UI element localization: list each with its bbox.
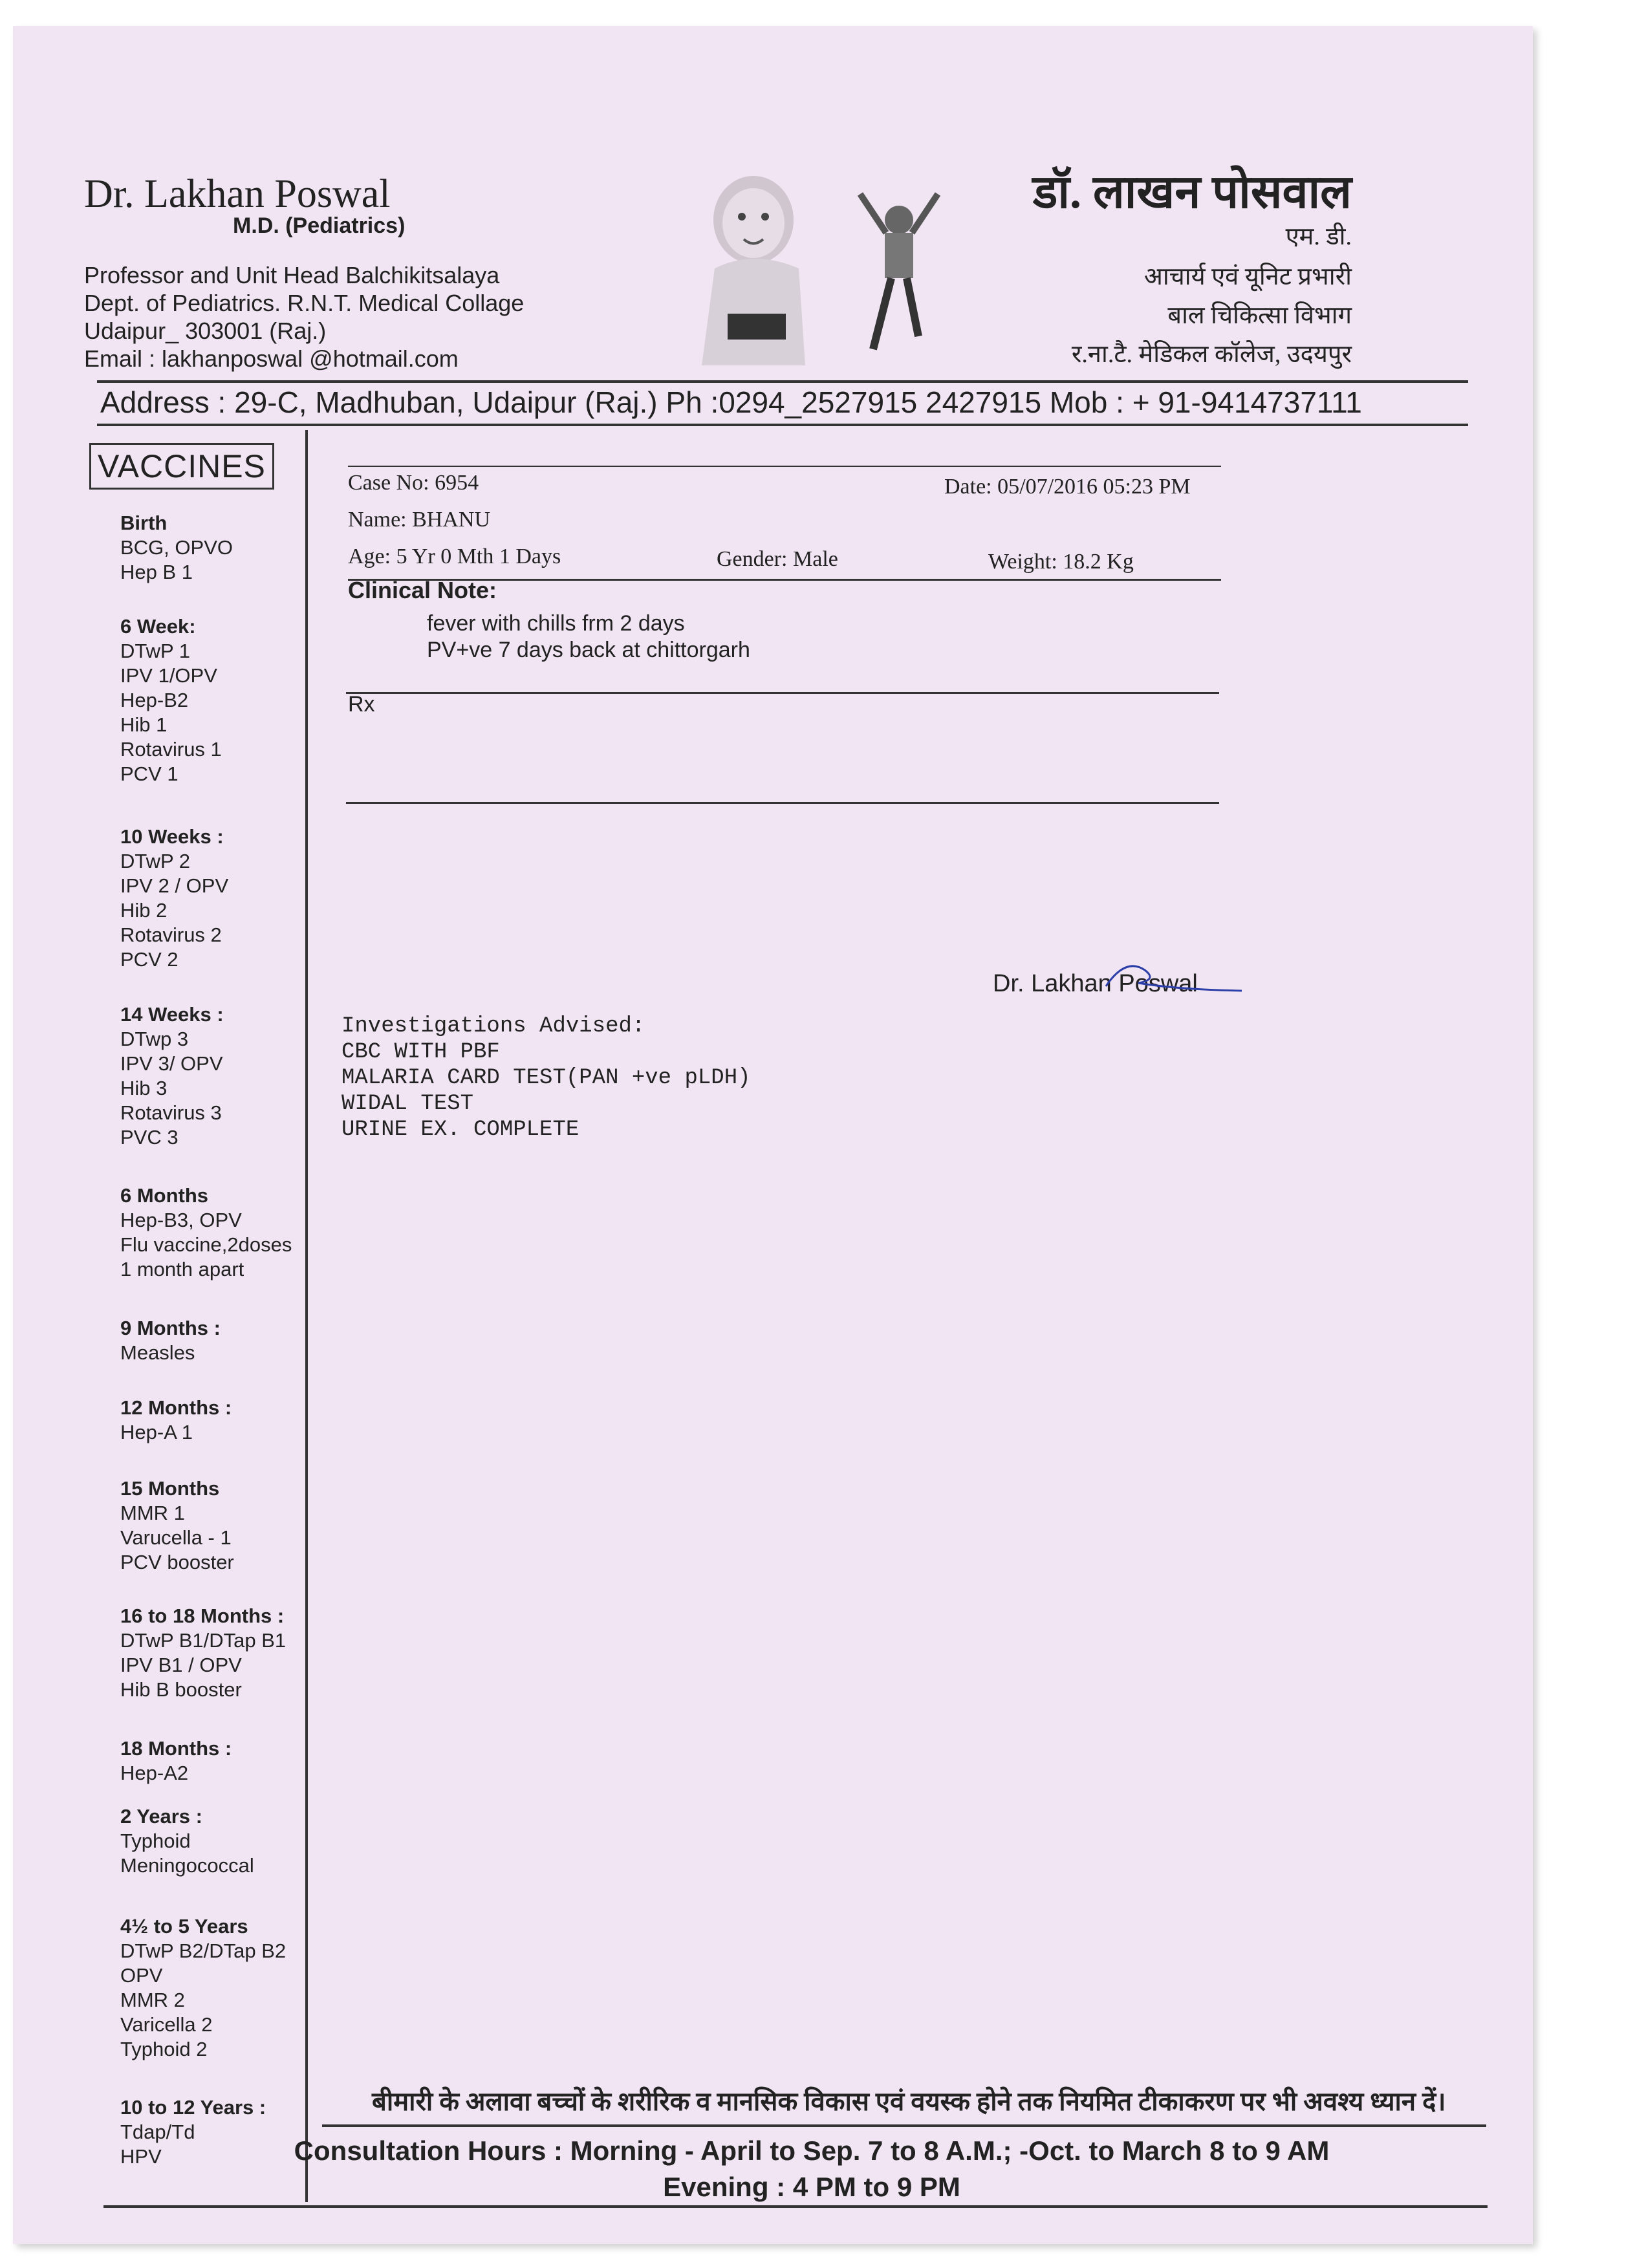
college-hi: र.ना.टै. मेडिकल कॉलेज, उदयपुर: [1071, 341, 1352, 368]
vaccine-item: PCV booster: [120, 1551, 234, 1573]
clinical-note-heading: Clinical Note:: [348, 577, 497, 603]
vaccine-item: Varucella - 1: [120, 1526, 232, 1549]
vaccine-group: [120, 1736, 232, 1786]
vaccine-item: PVC 3: [120, 1126, 179, 1149]
header-rule-top: [97, 380, 1468, 383]
vaccine-group: [120, 1316, 221, 1365]
vaccine-item: Rotavirus 1: [120, 738, 222, 761]
designation-hi: आचार्य एवं यूनिट प्रभारी: [1143, 263, 1352, 290]
vaccine-group-title: 16 to 18 Months :: [120, 1604, 285, 1627]
vaccine-item: Typhoid 2: [120, 2038, 208, 2060]
vaccine-item: IPV 3/ OPV: [120, 1052, 223, 1075]
vaccine-item: HPV: [120, 2145, 162, 2168]
vaccine-item: BCG, OPVO: [120, 536, 233, 559]
sidebar-divider: [305, 430, 308, 2202]
note-rule: [346, 692, 1219, 694]
vaccine-group-title: 10 Weeks :: [120, 825, 224, 848]
city-en: Udaipur_ 303001 (Raj.): [84, 318, 327, 344]
footer-rule-top: [322, 2124, 1486, 2127]
consultation-hours: Consultation Hours : Morning - April to Sep. 7 to 8 A.M.; -Oct. to March 8 to 9 AM: [294, 2135, 1330, 2166]
vaccine-item: DTwP 2: [120, 850, 190, 872]
patient-weight: Weight: 18.2 Kg: [988, 550, 1134, 574]
email-en: Email : lakhanposwal @hotmail.com: [84, 345, 459, 372]
vaccine-item: Hib 2: [120, 899, 168, 922]
vaccine-item: PCV 2: [120, 948, 179, 971]
doctor-name-en: Dr. Lakhan Poswal: [84, 172, 391, 216]
visit-date: Date: 05/07/2016 05:23 PM: [944, 475, 1191, 499]
patient-age: Age: 5 Yr 0 Mth 1 Days: [348, 545, 561, 568]
vaccine-group-title: 4½ to 5 Years: [120, 1915, 248, 1938]
prescription-sheet: [13, 26, 1533, 2244]
clinical-note-line: PV+ve 7 days back at chittorgarh: [427, 638, 750, 662]
case-number: Case No: 6954: [348, 471, 479, 495]
vaccine-item: PCV 1: [120, 762, 179, 785]
vaccine-item: Hib 1: [120, 713, 168, 736]
investigation-item: WIDAL TEST: [341, 1092, 474, 1116]
vaccine-group: [120, 825, 228, 972]
clinical-note-line: fever with chills frm 2 days: [427, 611, 685, 636]
vaccine-group: [120, 1914, 286, 2062]
vaccine-group: [120, 511, 233, 585]
vaccine-item: Rotavirus 3: [120, 1101, 222, 1124]
vaccine-item: Hep-A2: [120, 1762, 189, 1784]
vaccine-item: Tdap/Td: [120, 2121, 195, 2143]
vaccine-item: DTwP B1/DTap B1: [120, 1629, 287, 1652]
vaccine-group-title: 9 Months :: [120, 1317, 221, 1339]
vaccine-item: DTwP 1: [120, 640, 190, 662]
evening-hours: Evening : 4 PM to 9 PM: [663, 2172, 960, 2202]
vaccines-title: VACCINES: [89, 443, 274, 490]
designation-en: Professor and Unit Head Balchikitsalaya: [84, 262, 500, 288]
investigations-heading: Investigations Advised:: [341, 1014, 645, 1039]
vaccine-item: DTwp 3: [120, 1028, 189, 1050]
vaccine-group-title: 15 Months: [120, 1477, 220, 1500]
vaccine-item: Hep B 1: [120, 561, 193, 583]
patient-gender: Gender: Male: [717, 547, 838, 571]
vaccine-item: Rotavirus 2: [120, 923, 222, 946]
vaccine-group-title: 6 Months: [120, 1184, 209, 1207]
vaccine-item: Typhoid: [120, 1830, 191, 1852]
vaccine-group: [120, 1476, 234, 1575]
vaccine-item: IPV B1 / OPV: [120, 1654, 242, 1676]
vaccine-group-title: Birth: [120, 512, 168, 534]
investigation-item: URINE EX. COMPLETE: [341, 1118, 579, 1142]
vaccine-item: Hep-B3, OPV: [120, 1209, 242, 1231]
address-line: Address : 29-C, Madhuban, Udaipur (Raj.) Ph :0294_2527915 2427915 Mob : + 91-9414737111: [100, 385, 1362, 419]
crawling-baby-photo: [689, 171, 818, 385]
vaccine-item: Varicella 2: [120, 2013, 213, 2036]
rx-label: Rx: [348, 692, 375, 717]
vaccine-item: Meningococcal: [120, 1854, 254, 1877]
jumping-child-photo: [847, 181, 951, 369]
degree-en: M.D. (Pediatrics): [233, 213, 406, 238]
vaccine-group-title: 12 Months :: [120, 1396, 232, 1419]
doctor-name-hi: डॉ. लाखन पोसवाल: [1032, 166, 1352, 218]
vaccine-group-title: 6 Week:: [120, 615, 196, 638]
vaccine-item: DTwP B2/DTap B2: [120, 1939, 287, 1962]
degree-hi: एम. डी.: [1285, 223, 1352, 250]
vaccine-item: Hib 3: [120, 1077, 168, 1099]
patient-name: Name: BHANU: [348, 508, 491, 532]
vaccine-group: [120, 1604, 286, 1702]
vaccine-item: MMR 2: [120, 1989, 185, 2011]
vaccine-item: IPV 2 / OPV: [120, 874, 229, 897]
vaccine-item: IPV 1/OPV: [120, 664, 217, 687]
investigation-item: CBC WITH PBF: [341, 1040, 500, 1064]
rx-rule: [346, 802, 1219, 804]
vaccine-group: [120, 1804, 254, 1878]
vaccine-item: Hep-A 1: [120, 1421, 193, 1443]
department-hi: बाल चिकित्सा विभाग: [1167, 302, 1352, 329]
case-rule-top: [348, 466, 1221, 467]
vaccine-item: MMR 1: [120, 1502, 185, 1524]
vaccine-group: [120, 614, 222, 786]
vaccine-item: 1 month apart: [120, 1258, 244, 1280]
vaccine-item: Hib B booster: [120, 1678, 242, 1701]
vaccine-group: [120, 1002, 224, 1150]
vaccine-item: Hep-B2: [120, 689, 189, 711]
vaccine-group-title: 10 to 12 Years :: [120, 2096, 266, 2119]
department-en: Dept. of Pediatrics. R.N.T. Medical Collage: [84, 290, 525, 316]
footer-rule-bottom: [103, 2205, 1488, 2208]
vaccine-group: [120, 1183, 292, 1282]
vaccine-item: OPV: [120, 1964, 163, 1987]
signature-scribble: [1099, 951, 1248, 1002]
footer-hindi-note: बीमारी के अलावा बच्चों के शरीरिक व मानसिक विकास एवं वयस्क होने तक नियमित टीकाकरण पर भी अवश्य ध्यान दें।: [372, 2087, 1446, 2116]
header-rule-bottom: [97, 424, 1468, 426]
vaccine-group-title: 2 Years :: [120, 1805, 202, 1828]
vaccine-group-title: 18 Months :: [120, 1737, 232, 1760]
investigation-item: MALARIA CARD TEST(PAN +ve pLDH): [341, 1066, 751, 1090]
vaccine-group-title: 14 Weeks :: [120, 1003, 224, 1026]
vaccine-group: [120, 1396, 232, 1445]
vaccine-item: Flu vaccine,2doses: [120, 1233, 292, 1256]
signature-name: Dr. Lakhan Poswal: [993, 970, 1198, 997]
vaccine-item: Measles: [120, 1341, 195, 1364]
